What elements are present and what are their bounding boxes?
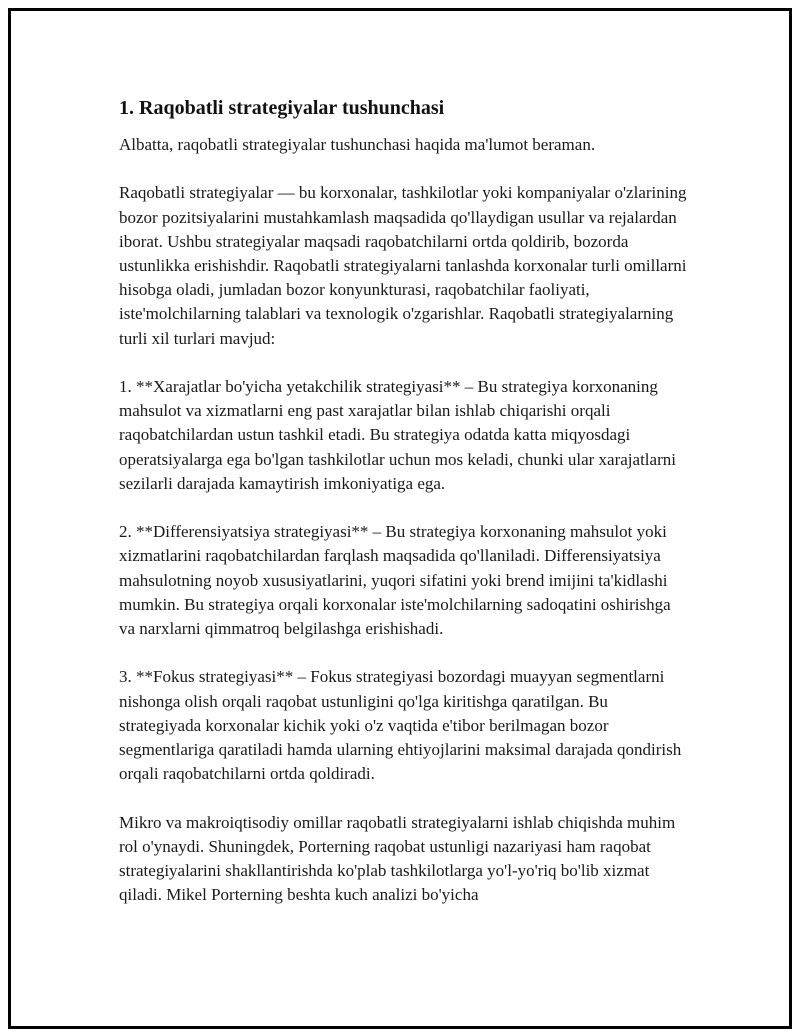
cost-leadership-paragraph: 1. **Xarajatlar bo'yicha yetakchilik strategiyasi** – Bu strategiya korxonaning mahsulot va xizmatlarni eng past xarajatlar bilan ishlab chiqarishi orqali raqobatchilardan ustun tashkil etadi. Bu strategiya odatda katta miqyosdagi operatsiyalarga ega bo'lgan tashkilotlar uchun mos keladi, chunki ular xarajatlarni sezilarli darajada kamaytirish imkoniyatiga ega. — [119, 377, 676, 493]
page-border — [8, 8, 792, 1029]
porter-paragraph: Mikro va makroiqtisodiy omillar raqobatli strategiyalarni ishlab chiqishda muhim rol o'ynaydi. Shuningdek, Porterning raqobat ustunligi nazariyasi ham raqobat strategiyalarini shakllantirishda ko'plab tashkilotlarga yo'l-yo'riq bo'lib xizmat qiladi. Mikel Porterning beshta kuch analizi bo'yicha — [119, 812, 676, 905]
section-heading: 1. Raqobatli strategiyalar tushunchasi — [119, 97, 445, 119]
document-body — [119, 95, 689, 907]
focus-strategy-paragraph: 3. **Fokus strategiyasi** – Fokus strategiyasi bozordagi muayyan segmentlarni nishonga olish orqali raqobat ustunligini qo'lga kiritishga qaratilgan. Bu strategiyada korxonalar kichik yoki o'z vaqtida e'tibor berilmagan bozor segmentlariga qaratiladi hamda ularning ehtiyojlarini maksimal darajada qondirish orqali raqobatchilarni ortda qoldiradi. — [119, 667, 682, 784]
definition-paragraph: Raqobatli strategiyalar — bu korxonalar, tashkilotlar yoki kompaniyalar o'zlarining bozor pozitsiyalarini mustahkamlash maqsadida qo'llaydigan usullar va rejalardan iborat. Ushbu strategiyalar maqsadi raqobatchilarni ortda qoldirib, bozorda ustunlikka erishishdir. Raqobatli strategiyalarni tanlashda korxonalar turli omillarni hisobga oladi, jumladan bozor konyunkturasi, raqobatchilar faoliyati, iste'molchilarning talablari va texnologik o'zgarishlar. Raqobatli strategiyalarning turli xil turlari mavjud: — [119, 183, 687, 348]
intro-paragraph: Albatta, raqobatli strategiyalar tushunchasi haqida ma'lumot beraman. — [119, 135, 596, 154]
differentiation-paragraph: 2. **Differensiyatsiya strategiyasi** – Bu strategiya korxonaning mahsulot yoki xizmatlarini raqobatchilardan farqlash maqsadida qo'llaniladi. Differensiyatsiya mahsulotning noyob xususiyatlarini, yuqori sifatini yoki brend imijini ta'kidlashi mumkin. Bu strategiya orqali korxonalar iste'molchilarning sadoqatini oshirishga va narxlarni qimmatroq belgilashga erishishadi. — [119, 522, 671, 639]
